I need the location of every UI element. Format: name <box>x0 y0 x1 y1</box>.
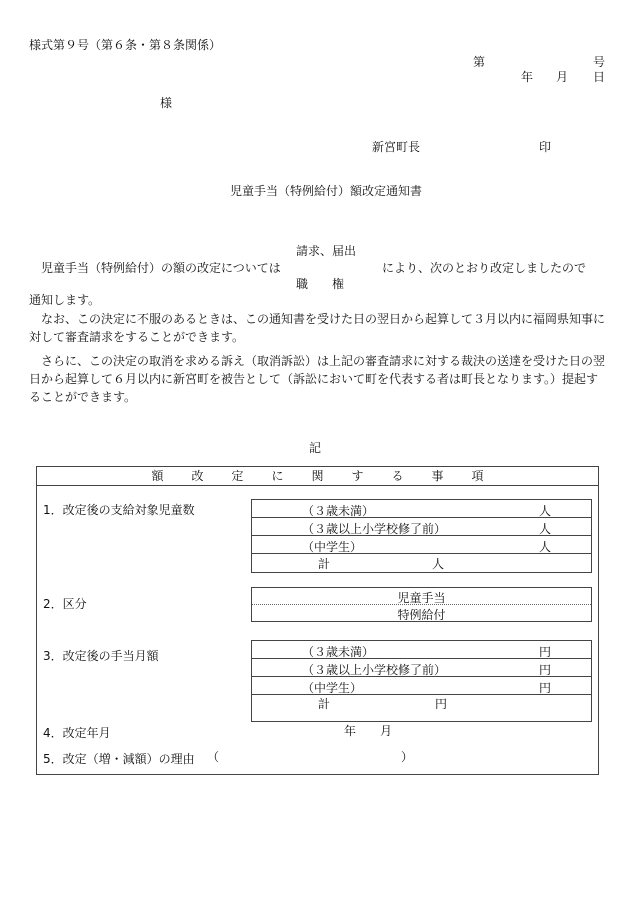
category-box <box>251 587 592 622</box>
para-lawsuit <box>29 352 609 406</box>
sender: 新宮町長 <box>372 140 421 154</box>
date-month: 月 <box>556 70 569 84</box>
total-unit: 人 <box>432 557 445 571</box>
total-label: 計 <box>318 557 331 571</box>
row-unit: 円 <box>538 645 551 659</box>
row-unit: 人 <box>538 540 551 554</box>
row-label: （中学生） <box>302 681 363 695</box>
date-day: 日 <box>593 70 606 84</box>
table-row <box>252 641 591 659</box>
list-item <box>252 605 591 622</box>
item2-label: 2．区分 <box>43 597 87 611</box>
row-unit: 円 <box>538 681 551 695</box>
date-year: 年 <box>521 70 534 84</box>
total-label: 計 <box>318 697 331 711</box>
row-unit: 人 <box>538 504 551 518</box>
row-label: （３歳以上小学校修了前） <box>302 663 447 677</box>
total-row <box>252 695 591 721</box>
row-label: （中学生） <box>302 540 363 554</box>
revision-month: 月 <box>380 724 393 738</box>
list-item <box>252 588 591 605</box>
table-row <box>252 500 591 518</box>
line1-left: 児童手当（特例給付）の額の改定については <box>41 261 281 275</box>
line1-cont: 通知します。 <box>29 293 101 307</box>
para2-text: なお、この決定に不服のあるときは、この通知書を受けた日の翌日から起算して３月以内に福岡県知事に対して審査請求をすることができます。 <box>29 312 606 344</box>
row-label: （３歳以上小学校修了前） <box>302 522 447 536</box>
item5-label: 5．改定（増・減額）の理由 <box>43 752 195 766</box>
table-row <box>252 659 591 677</box>
table-row <box>252 536 591 554</box>
total-row <box>252 554 591 572</box>
row-label: （３歳未満） <box>302 504 375 518</box>
seal-mark: 印 <box>539 140 552 154</box>
item1-label: 1．改定後の支給対象児童数 <box>43 503 195 517</box>
number-prefix: 第 <box>473 55 486 69</box>
amount-revision-table <box>36 466 599 775</box>
table-heading: 額改定に関する事項 <box>37 467 598 486</box>
addressee-suffix: 様 <box>160 96 173 110</box>
table-row <box>252 677 591 695</box>
item3-label: 3．改定後の手当月額 <box>43 649 159 663</box>
line1-right: により、次のとおり改定しましたので <box>382 261 587 275</box>
option-child-allowance: 児童手当 <box>397 591 446 605</box>
para-appeal <box>29 310 609 346</box>
reason-close-paren: ） <box>401 750 414 764</box>
row-unit: 人 <box>538 522 551 536</box>
form-number: 様式第９号（第６条・第８条関係） <box>29 38 222 52</box>
number-suffix: 号 <box>593 55 606 69</box>
item4-label: 4．改定年月 <box>43 726 111 740</box>
children-count-box <box>251 499 592 573</box>
para3-text: さらに、この決定の取消を求める訴え（取消訴訟）は上記の審査請求に対する裁決の送達を受けた日の翌日から起算して６月以内に新宮町を被告として（訴訟において町を代表する者は町長となります。）提起することができます。 <box>29 354 606 404</box>
monthly-amount-box <box>251 640 592 722</box>
table-row <box>252 518 591 536</box>
choice-top: 請求、届出 <box>296 244 357 258</box>
choice-bottom: 職 権 <box>296 277 345 291</box>
row-unit: 円 <box>538 663 551 677</box>
ki-mark: 記 <box>309 441 322 455</box>
revision-year: 年 <box>344 724 357 738</box>
total-unit: 円 <box>435 697 448 711</box>
document-title: 児童手当（特例給付）額改定通知書 <box>230 184 423 198</box>
row-label: （３歳未満） <box>302 645 375 659</box>
option-special-benefit: 特例給付 <box>397 608 446 622</box>
reason-open-paren: （ <box>207 750 220 764</box>
